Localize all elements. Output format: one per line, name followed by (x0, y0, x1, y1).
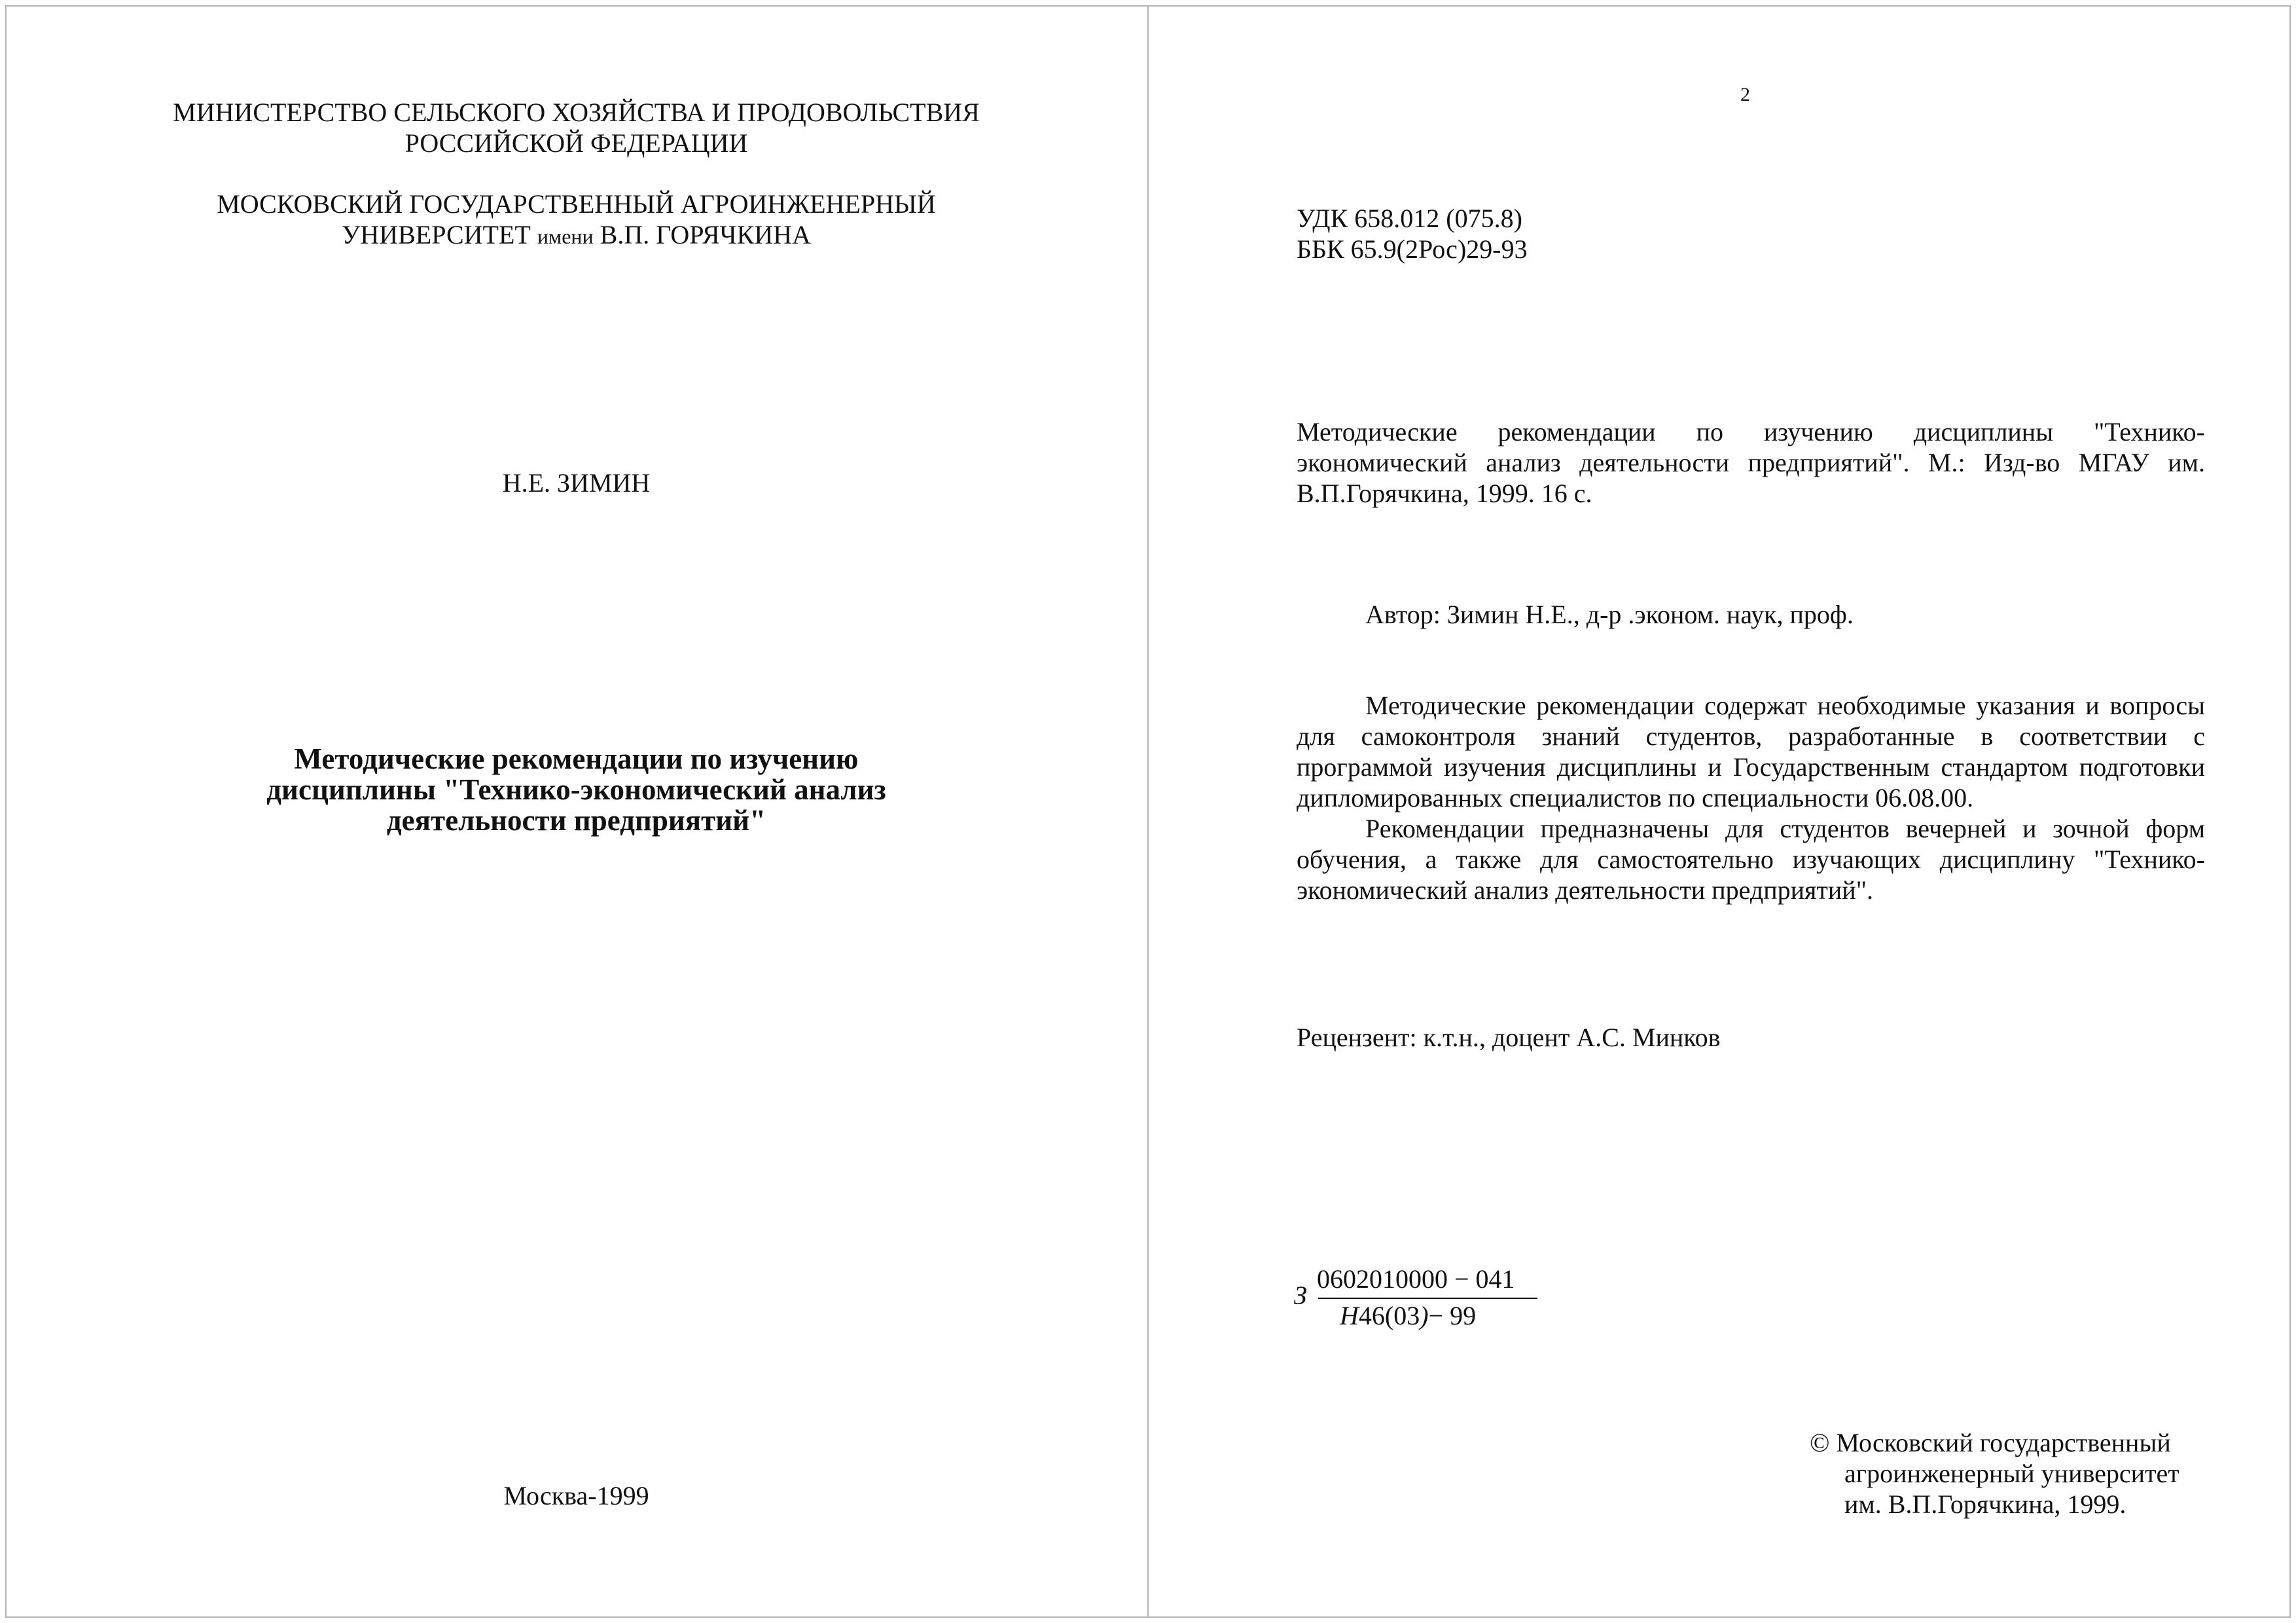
bbk-code: ББК 65.9(2Рос)29-93 (1297, 234, 1528, 264)
udk-code: УДК 658.012 (075.8) (1297, 204, 1522, 233)
citation-line-2: экономический анализ деятельности предприятий". М.: Изд-во МГАУ им. (1297, 448, 2205, 477)
left-page (5, 5, 1147, 1618)
code-numerator: 0602010000 − 041 (1317, 1264, 1515, 1294)
title-line-2: дисциплины "Технико-экономический анализ (266, 773, 886, 806)
university-heading (5, 189, 1147, 252)
copyright-line-3: им. В.П.Горячкина, 1999. (1844, 1489, 2126, 1519)
abstract-line-3: программой изучения дисциплины и Государственным стандартом подготовки (1297, 752, 2205, 782)
author-name: Н.Е. ЗИМИН (502, 468, 651, 498)
code-prefix: З (1294, 1281, 1307, 1310)
city-year: Москва-1999 (503, 1481, 649, 1510)
copyright-notice (1810, 1427, 2268, 1520)
abstract-line-4: дипломированных специалистов по специальности 06.08.00. (1297, 783, 1974, 812)
reviewer-line: Рецензент: к.т.н., доцент А.С. Минков (1297, 1023, 1721, 1052)
page-number: 2 (1740, 84, 1750, 105)
university-line-2: УНИВЕРСИТЕТ имени В.П. ГОРЯЧКИНА (342, 220, 811, 249)
copyright-line-1: © Московский государственный (1810, 1428, 2171, 1457)
abstract-line-5: Рекомендации предназначены для студентов вечерней и зочной форм (1365, 814, 2205, 843)
ministry-heading (5, 97, 1147, 158)
author-line: Автор: Зимин Н.Е., д-р .эконом. наук, проф. (1365, 600, 1854, 629)
bibliographic-citation (1297, 416, 2205, 509)
fraction-bar (1318, 1298, 1537, 1299)
citation-line-3: В.П.Горячкина, 1999. 16 с. (1297, 479, 1592, 508)
code-denominator: Н46(03)− 99 (1340, 1301, 1477, 1330)
ministry-line-1: МИНИСТЕРСТВО СЕЛЬСКОГО ХОЗЯЙСТВА И ПРОДОВОЛЬСТВИЯ (173, 98, 980, 127)
abstract-line-6: обучения, а также для самостоятельно изучающих дисциплину "Технико- (1297, 845, 2205, 874)
abstract (1297, 690, 2205, 905)
abstract-line-7: экономический анализ деятельности предприятий". (1297, 875, 1874, 905)
citation-line-1: Методические рекомендации по изучению дисциплины "Технико- (1297, 417, 2205, 447)
classification-codes (1297, 203, 1689, 264)
university-line-1: МОСКОВСКИЙ ГОСУДАРСТВЕННЫЙ АГРОИНЖЕНЕРНЫЙ (217, 189, 936, 219)
abstract-line-2: для самоконтроля знаний студентов, разработанные в соответствии с (1297, 721, 2205, 751)
document-title (5, 744, 1147, 836)
abstract-line-1: Методические рекомендации содержат необходимые указания и вопросы (1365, 691, 2205, 720)
title-line-3: деятельности предприятий" (386, 804, 766, 837)
ministry-line-2: РОССИЙСКОЙ ФЕДЕРАЦИИ (404, 128, 748, 158)
title-line-1: Методические рекомендации по изучению (294, 742, 859, 775)
right-page (1149, 5, 2291, 1618)
copyright-line-2: агроинженерный университет (1844, 1459, 2179, 1488)
